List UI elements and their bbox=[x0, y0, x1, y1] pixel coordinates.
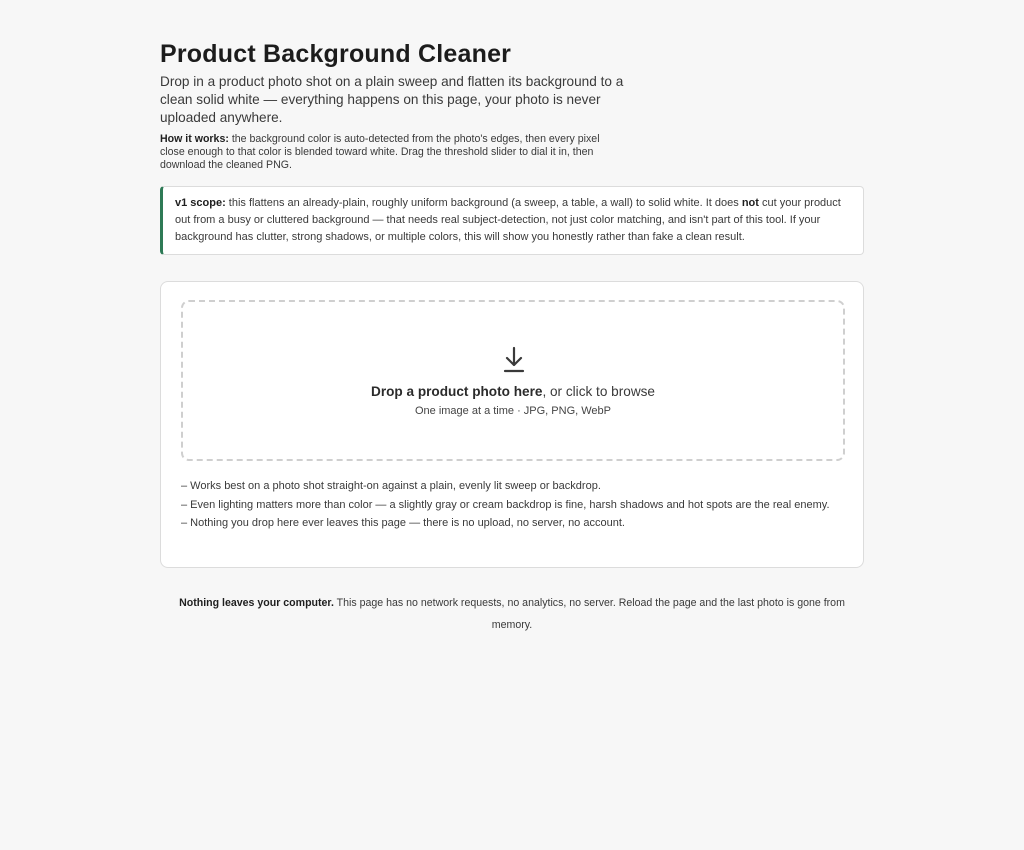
how-it-works-text bbox=[160, 133, 615, 172]
dropzone-prompt-bold: Drop a product photo here bbox=[371, 384, 543, 399]
dropzone-formats: One image at a time · JPG, PNG, WebP bbox=[414, 405, 612, 417]
how-it-works-label: How it works: bbox=[160, 133, 229, 145]
scope-text-after: cut your product out from a busy or cluttered background — that needs real subject-detection, not just color matching, and isn't part of this tool. If your background has clutter, strong shadows, or multiple colors, this will show you honestly rather than fake a clean result. bbox=[175, 197, 841, 243]
photo-dropzone[interactable] bbox=[181, 300, 845, 461]
privacy-footer-bold: Nothing leaves your computer. bbox=[179, 597, 334, 609]
dropzone-prompt bbox=[183, 384, 843, 399]
tip-item: – Works best on a photo shot straight-on against a plain, evenly lit sweep or backdrop. bbox=[181, 480, 601, 492]
privacy-footer bbox=[160, 592, 864, 636]
how-it-works-body: the background color is auto-detected from the photo's edges, then every pixel close enough to that color is blended toward white. Drag the threshold slider to dial it in, then download the cleaned PNG. bbox=[160, 133, 600, 171]
tip-item: – Nothing you drop here ever leaves this page — there is no upload, no server, no account. bbox=[181, 517, 625, 530]
upload-card bbox=[160, 281, 864, 568]
page-title: Product Background Cleaner bbox=[160, 40, 512, 68]
download-icon bbox=[502, 346, 526, 374]
tip-item: – Even lighting matters more than color — a slightly gray or cream backdrop is fine, harsh shadows and hot spots are the real enemy. bbox=[181, 498, 830, 511]
scope-emphasis: not bbox=[741, 197, 759, 209]
dropzone-prompt-rest: , or click to browse bbox=[542, 384, 655, 399]
scope-callout bbox=[160, 186, 864, 255]
intro-text: Drop in a product photo shot on a plain sweep and flatten its background to a clean solid white — everything happens on this page, your photo is never uploaded anywhere. bbox=[160, 74, 624, 126]
privacy-footer-text: This page has no network requests, no analytics, no server. Reload the page and the last photo is gone from memory. bbox=[333, 597, 845, 631]
scope-text-before: this flattens an already-plain, roughly uniform background (a sweep, a table, a wall) to solid white. It does bbox=[225, 197, 742, 209]
tips-list bbox=[181, 477, 845, 533]
scope-label: v1 scope: bbox=[175, 197, 226, 209]
